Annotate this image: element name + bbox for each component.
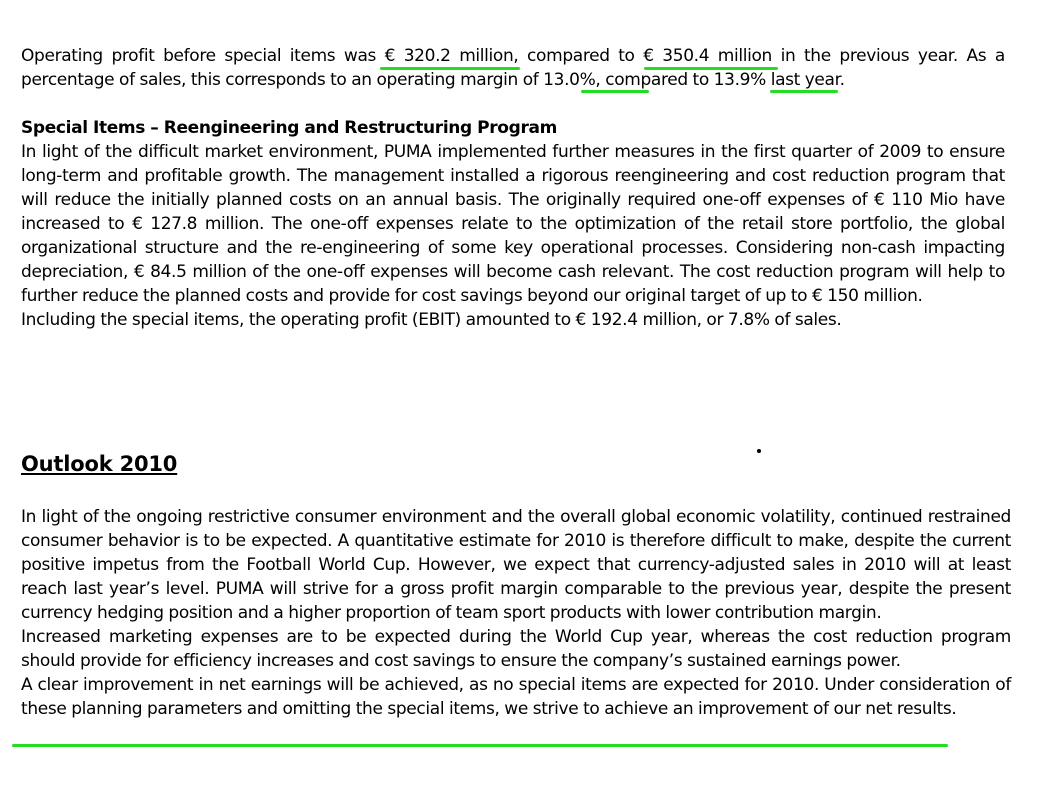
text-segment: last year.	[765, 70, 845, 90]
highlight-mark	[380, 67, 520, 70]
text-segment: , compared to	[513, 46, 644, 66]
highlight-mark	[770, 90, 838, 93]
stray-dot	[757, 449, 761, 453]
text-segment: , compared to	[595, 70, 714, 90]
outlook-heading: Outlook 2010	[21, 452, 178, 476]
paragraph-gap	[21, 92, 1005, 116]
outlook-paragraph-1: In light of the ongoing restrictive consumer environment and the overall global economic volatility, continued restrained consumer behavior is to be expected. A quantitative estimate for 2010 is therefore difficult to make, despite the current positive impetus from the Football World Cup. However, we expect that currency-adjusted sales in 2010 will at least reach last year’s level. PUMA will strive for a gross profit margin comparable to the previous year, despite the present currency hedging position and a higher proportion of team sport products with lower contribution margin.	[21, 507, 1011, 623]
operating-profit-value: € 320.2 million	[384, 46, 514, 66]
text-segment: in the previous year. As a percentage of sales, this corresponds to an operating margin of	[21, 46, 1005, 90]
operating-profit-section	[21, 44, 1005, 332]
highlight-mark	[12, 744, 948, 747]
previous-year-profit-value: € 350.4 million	[643, 46, 772, 66]
highlighted-sentence: A clear improvement in net earnings will be achieved, as no special items are expected for 2010.	[21, 675, 819, 695]
highlight-mark	[581, 90, 649, 93]
text-segment: Under consideration of these planning parameters and omitting the special items, we strive to achieve an improvement of our net results.	[21, 675, 1011, 719]
text-segment: Operating profit before special items was	[21, 46, 385, 66]
highlight-mark	[644, 67, 778, 70]
outlook-paragraph-2: Increased marketing expenses are to be expected during the World Cup year, whereas the cost reduction program should provide for efficiency increases and cost savings to ensure the company’s sustained earnings power.	[21, 627, 1011, 671]
previous-margin-value: 13.9%	[713, 70, 766, 90]
outlook-section	[21, 505, 1011, 721]
outlook-paragraph-3	[21, 673, 1011, 721]
operating-margin-value: 13.0%	[543, 70, 596, 90]
special-items-paragraph: In light of the difficult market environment, PUMA implemented further measures in the first quarter of 2009 to ensure long-term and profitable growth. The management installed a rigorous reengineering and cost reduction program that will reduce the initially planned costs on an annual basis. The originally required one-off expenses of € 110 Mio have increased to € 127.8 million. The one-off expenses relate to the optimization of the retail store portfolio, the global organizational structure and the re-engineering of some key operational processes. Considering non-cash impacting depreciation, € 84.5 million of the one-off expenses will become cash relevant. The cost reduction program will help to further reduce the planned costs and provide for cost savings beyond our original target of up to € 150 million.	[21, 142, 1005, 306]
special-items-heading: Special Items – Reengineering and Restructuring Program	[21, 118, 557, 138]
ebit-paragraph: Including the special items, the operating profit (EBIT) amounted to € 192.4 million, or 7.8% of sales.	[21, 310, 842, 330]
